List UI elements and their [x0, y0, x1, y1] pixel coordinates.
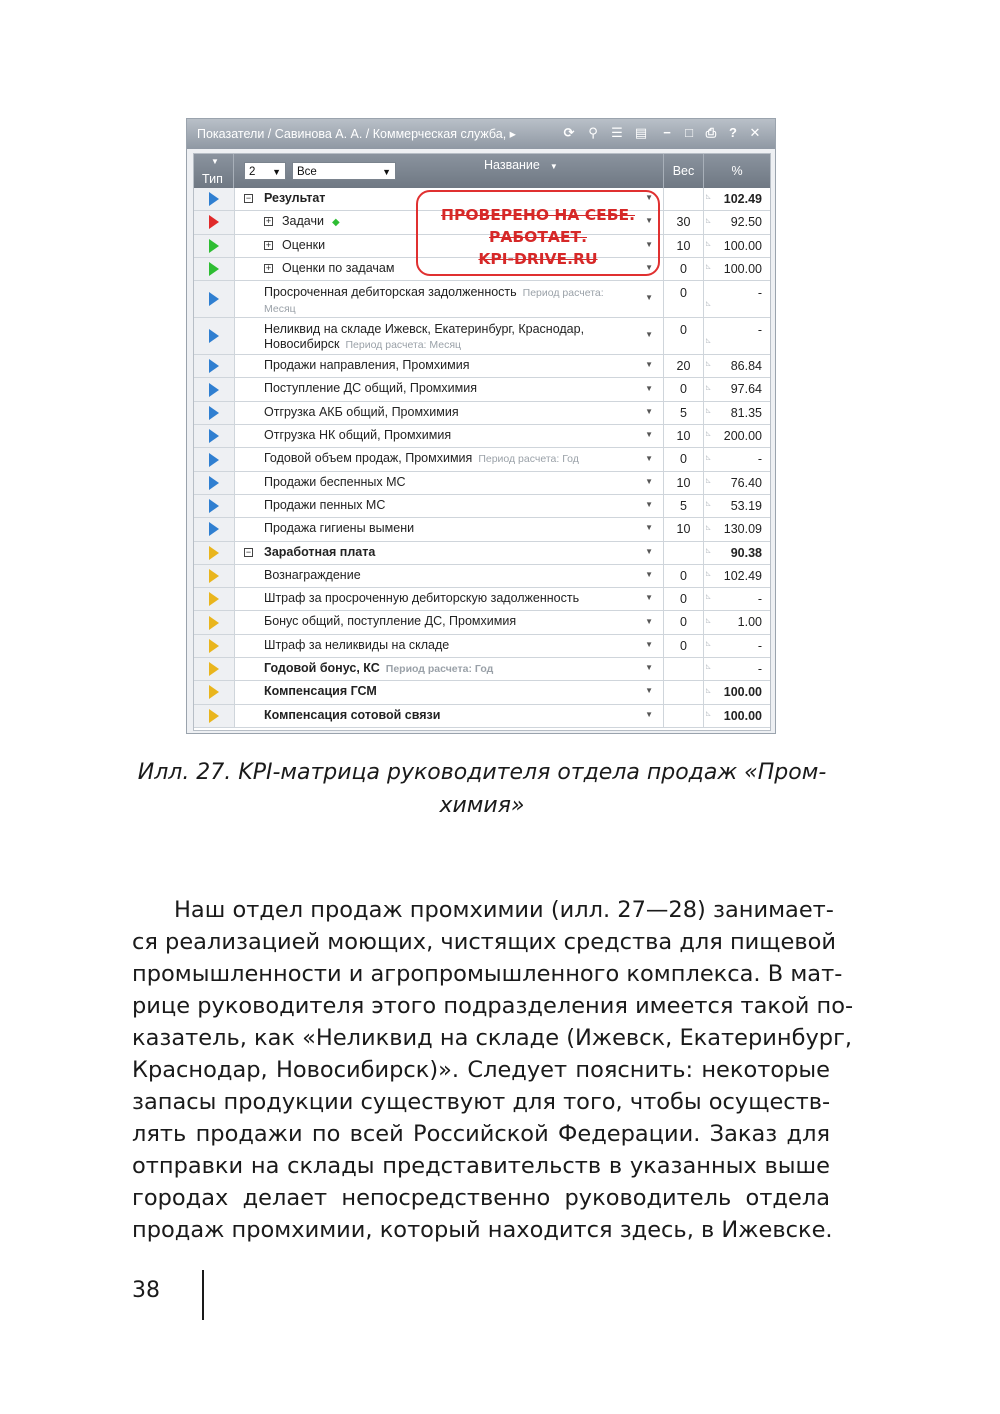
cell-corner-icon: ◺: [706, 408, 711, 415]
kpi-name: Годовой бонус, КС: [264, 661, 380, 676]
kpi-name: Отгрузка НК общий, Промхимия: [264, 428, 452, 443]
row-menu-chevron-icon[interactable]: ▼: [645, 360, 653, 370]
kpi-type-blue-icon: [209, 499, 219, 513]
cell-corner-icon: ◺: [706, 664, 711, 671]
row-type-cell: [194, 378, 235, 400]
row-name-cell[interactable]: [234, 425, 664, 447]
row-menu-chevron-icon[interactable]: ▼: [645, 593, 653, 603]
list-icon[interactable]: ☰: [611, 125, 623, 140]
kpi-type-blue-icon: [209, 329, 219, 343]
kpi-name: Оценки по задачам: [282, 260, 395, 275]
body-line: промышленности и агропромышленного комплекса. В мат-: [132, 961, 843, 987]
kpi-weight[interactable]: 5: [664, 402, 704, 424]
kpi-weight[interactable]: 0: [664, 611, 704, 633]
kpi-weight[interactable]: 5: [664, 495, 704, 517]
row-type-cell: [194, 588, 235, 610]
kpi-row[interactable]: [194, 542, 770, 565]
cell-corner-icon: ◺: [706, 477, 711, 484]
kpi-weight[interactable]: 0: [664, 281, 704, 317]
print-icon[interactable]: ⎙: [705, 125, 717, 140]
row-name-cell[interactable]: [234, 318, 664, 354]
kpi-type-yellow-icon: [209, 685, 219, 699]
row-type-cell: [194, 258, 235, 280]
cell-corner-icon: ◺: [706, 264, 711, 271]
row-name-cell[interactable]: [234, 378, 664, 400]
row-type-cell: [194, 565, 235, 587]
kpi-percent: 100.00 ◺: [704, 258, 770, 280]
row-name-cell[interactable]: [234, 281, 664, 317]
cell-corner-icon: ◺: [706, 338, 711, 345]
kpi-percent: 90.38 ◺: [704, 542, 770, 564]
kpi-percent: 76.40 ◺: [704, 472, 770, 494]
row-name-cell[interactable]: [234, 495, 664, 517]
body-line: отправки на склады представительств в указанных выше: [132, 1153, 830, 1179]
kpi-weight[interactable]: 0: [664, 378, 704, 400]
row-name-cell[interactable]: [234, 681, 664, 703]
body-line: казатель, как «Неликвид на складе (Ижевск, Екатеринбург,: [132, 1025, 853, 1051]
kpi-percent: 92.50 ◺: [704, 211, 770, 233]
verified-stamp: ПРОВЕРЕНО НА СЕБЕ. РАБОТАЕТ. KPI-DRIVE.RU: [416, 190, 660, 276]
kpi-name: Задачи: [282, 214, 324, 229]
green-diamond-icon: ◆: [331, 217, 340, 229]
kpi-percent: - ◺: [704, 448, 770, 470]
row-name-cell[interactable]: [234, 588, 664, 610]
row-menu-chevron-icon[interactable]: ▼: [645, 330, 653, 340]
chevron-down-icon: ▼: [382, 167, 391, 177]
row-menu-chevron-icon[interactable]: ▼: [645, 293, 653, 303]
row-type-cell: [194, 495, 235, 517]
kpi-weight[interactable]: [664, 681, 704, 703]
calc-period-label: Период расчета: Год: [385, 663, 494, 676]
column-header-type[interactable]: ▼ Тип: [194, 154, 234, 188]
kpi-name: Оценки: [282, 237, 326, 252]
body-line: Краснодар, Новосибирск)». Следует пояснить: некоторые: [132, 1057, 830, 1083]
kpi-type-blue-icon: [209, 292, 219, 306]
kpi-percent: - ◺: [704, 588, 770, 610]
cell-corner-icon: ◺: [706, 384, 711, 391]
kpi-type-green-icon: [209, 262, 219, 276]
row-type-cell: [194, 705, 235, 727]
row-name-cell[interactable]: [234, 658, 664, 680]
kpi-name: Продажа гигиены вымени: [264, 521, 415, 536]
window-titlebar: [187, 119, 775, 149]
cell-corner-icon: ◺: [706, 301, 711, 308]
row-type-cell: [194, 235, 235, 257]
kpi-type-blue-icon: [209, 383, 219, 397]
kpi-weight[interactable]: [664, 658, 704, 680]
body-line: Наш отдел продаж промхимии (илл. 27—28) занимает-: [174, 897, 834, 923]
kpi-type-red-icon: [209, 215, 219, 229]
row-type-cell: [194, 542, 235, 564]
maximize-icon[interactable]: □: [685, 125, 693, 140]
kpi-percent: 130.09 ◺: [704, 518, 770, 540]
row-menu-chevron-icon[interactable]: ▼: [645, 546, 653, 556]
cell-corner-icon: ◺: [706, 431, 711, 438]
row-menu-chevron-icon[interactable]: ▼: [645, 453, 653, 463]
sort-caret-icon[interactable]: ▼: [549, 162, 558, 171]
kpi-row[interactable]: [194, 565, 770, 588]
cell-corner-icon: ◺: [706, 524, 711, 531]
expand-icon[interactable]: +: [265, 216, 272, 227]
help-icon[interactable]: ?: [729, 125, 737, 140]
kpi-percent: 1.00 ◺: [704, 611, 770, 633]
refresh-icon[interactable]: ⟳: [563, 125, 575, 140]
row-menu-chevron-icon[interactable]: ▼: [645, 616, 653, 626]
kpi-weight[interactable]: 10: [664, 518, 704, 540]
kpi-row[interactable]: [194, 588, 770, 611]
kpi-name: Поступление ДС общий, Промхимия: [264, 381, 477, 396]
name-column-label: Название: [484, 158, 540, 172]
minimize-icon[interactable]: −: [663, 125, 671, 140]
kpi-row[interactable]: [194, 705, 770, 728]
filter-select[interactable]: Все ▼: [292, 162, 396, 180]
kpi-weight[interactable]: 0: [664, 258, 704, 280]
kpi-weight[interactable]: 20: [664, 355, 704, 377]
row-menu-chevron-icon[interactable]: ▼: [645, 663, 653, 673]
kpi-name: Продажи пенных МС: [264, 497, 386, 512]
kpi-row[interactable]: [194, 495, 770, 518]
row-menu-chevron-icon[interactable]: ▼: [645, 406, 653, 416]
grid-header: [194, 154, 770, 188]
kpi-type-yellow-icon: [209, 639, 219, 653]
cell-corner-icon: ◺: [706, 571, 711, 578]
kpi-name: Вознаграждение: [264, 567, 361, 582]
kpi-type-yellow-icon: [209, 662, 219, 676]
body-line: продаж промхимии, который находится здесь, в Ижевске.: [132, 1217, 833, 1243]
column-header-name[interactable]: [234, 154, 664, 188]
row-name-cell[interactable]: [234, 402, 664, 424]
kpi-weight[interactable]: 0: [664, 318, 704, 354]
calc-period-label: Период расчета: Год: [478, 453, 579, 466]
cell-corner-icon: ◺: [706, 240, 711, 247]
row-type-cell: [194, 635, 235, 657]
kpi-type-blue-icon: [209, 406, 219, 420]
row-type-cell: [194, 658, 235, 680]
kpi-percent: 102.49 ◺: [704, 565, 770, 587]
body-line: городах делает непосредственно руководитель отдела: [132, 1185, 830, 1211]
body-line: рице руководителя этого подразделения имеется такой по-: [132, 993, 854, 1019]
kpi-weight[interactable]: 0: [664, 448, 704, 470]
cell-corner-icon: ◺: [706, 687, 711, 694]
column-header-weight[interactable]: Вес: [664, 154, 704, 188]
expand-icon[interactable]: +: [265, 263, 272, 274]
kpi-percent: 86.84 ◺: [704, 355, 770, 377]
body-line: лять продажи по всей Российской Федерации. Заказ для: [132, 1121, 830, 1147]
kpi-percent: 100.00 ◺: [704, 235, 770, 257]
row-name-cell[interactable]: [234, 705, 664, 727]
row-type-cell: [194, 611, 235, 633]
kpi-weight[interactable]: [664, 188, 704, 210]
kpi-type-blue-icon: [209, 522, 219, 536]
row-menu-chevron-icon[interactable]: ▼: [645, 570, 653, 579]
row-type-cell: [194, 425, 235, 447]
kpi-percent: - ◺: [704, 281, 770, 317]
row-menu-chevron-icon[interactable]: ▼: [645, 430, 653, 440]
kpi-row[interactable]: [194, 635, 770, 658]
row-menu-chevron-icon[interactable]: ▼: [645, 639, 653, 649]
row-type-cell: [194, 355, 235, 377]
cell-corner-icon: ◺: [706, 547, 711, 554]
chevron-down-icon: ▼: [272, 167, 281, 177]
sort-caret-icon: ▼: [211, 157, 219, 166]
row-name-cell[interactable]: [234, 355, 664, 377]
row-menu-chevron-icon[interactable]: ▼: [645, 476, 653, 486]
row-type-cell: [194, 188, 235, 210]
kpi-row[interactable]: [194, 448, 770, 471]
cell-corner-icon: ◺: [706, 641, 711, 648]
kpi-name: Годовой объем продаж, Промхимия: [264, 451, 473, 466]
kpi-percent: 100.00 ◺: [704, 681, 770, 703]
row-menu-chevron-icon[interactable]: ▼: [645, 709, 653, 719]
cell-corner-icon: ◺: [706, 361, 711, 368]
kpi-type-yellow-icon: [209, 592, 219, 606]
kpi-type-blue-icon: [209, 429, 219, 443]
cell-corner-icon: ◺: [706, 501, 711, 508]
cell-corner-icon: ◺: [706, 594, 711, 601]
kpi-weight[interactable]: 10: [664, 472, 704, 494]
page-number: 38: [132, 1278, 160, 1303]
kpi-weight[interactable]: 0: [664, 635, 704, 657]
csv-icon[interactable]: ▤: [634, 125, 648, 140]
kpi-row[interactable]: [194, 518, 770, 541]
kpi-weight[interactable]: 30: [664, 211, 704, 233]
column-header-percent[interactable]: %: [731, 164, 743, 178]
kpi-percent: 102.49 ◺: [704, 188, 770, 210]
collapse-icon[interactable]: −: [245, 546, 252, 557]
kpi-type-blue-icon: [209, 192, 219, 206]
kpi-weight[interactable]: 0: [664, 588, 704, 610]
kpi-name: Заработная плата: [264, 544, 376, 559]
kpi-name: Отгрузка АКБ общий, Промхимия: [264, 404, 459, 419]
kpi-weight[interactable]: [664, 705, 704, 727]
row-name-cell[interactable]: [234, 542, 664, 564]
row-type-cell: [194, 402, 235, 424]
kpi-percent: 53.19 ◺: [704, 495, 770, 517]
row-type-cell: [194, 211, 235, 233]
kpi-row[interactable]: [194, 658, 770, 681]
kpi-type-yellow-icon: [209, 616, 219, 630]
kpi-name: Штраф за неликвиды на складе: [264, 637, 450, 652]
row-type-cell: [194, 281, 235, 317]
calc-period-label: Период расчета: Месяц: [345, 339, 462, 352]
row-name-cell[interactable]: [234, 472, 664, 494]
kpi-weight[interactable]: 10: [664, 235, 704, 257]
kpi-row[interactable]: [194, 681, 770, 704]
kpi-name: Просроченная дебиторская задолженность: [264, 285, 517, 300]
kpi-type-green-icon: [209, 239, 219, 253]
kpi-row[interactable]: [194, 472, 770, 495]
window-title: Показатели / Савинова А. А. / Коммерческая служба, ▸: [197, 127, 516, 141]
expand-icon[interactable]: +: [265, 239, 272, 250]
kpi-row[interactable]: [194, 281, 770, 318]
row-name-cell[interactable]: [234, 565, 664, 587]
kpi-percent: 100.00 ◺: [704, 705, 770, 727]
row-name-cell[interactable]: [234, 518, 664, 540]
kpi-name: Компенсация ГСМ: [264, 684, 377, 699]
kpi-percent: - ◺: [704, 318, 770, 354]
kpi-name: Продажи беспенных МС: [264, 474, 406, 489]
cell-corner-icon: ◺: [706, 217, 711, 224]
kpi-name: Компенсация сотовой связи: [264, 707, 441, 722]
kpi-row[interactable]: [194, 402, 770, 425]
cell-corner-icon: ◺: [706, 454, 711, 461]
row-menu-chevron-icon[interactable]: ▼: [645, 686, 653, 696]
kpi-percent: 81.35 ◺: [704, 402, 770, 424]
kpi-weight[interactable]: 10: [664, 425, 704, 447]
row-name-cell[interactable]: [234, 448, 664, 470]
kpi-row[interactable]: [194, 318, 770, 355]
kpi-row[interactable]: [194, 611, 770, 634]
body-line: ся реализацией моющих, чистящих средства для пищевой: [132, 929, 836, 955]
collapse-icon[interactable]: −: [245, 193, 252, 204]
row-menu-chevron-icon[interactable]: ▼: [645, 193, 653, 203]
row-name-cell[interactable]: [234, 611, 664, 633]
row-menu-chevron-icon[interactable]: ▼: [645, 383, 653, 393]
row-menu-chevron-icon[interactable]: ▼: [645, 263, 653, 273]
row-menu-chevron-icon[interactable]: ▼: [645, 500, 653, 510]
row-type-cell: [194, 681, 235, 703]
body-line: запасы продукции существуют для того, чтобы осуществ-: [132, 1089, 831, 1115]
level-select[interactable]: 2 ▼: [244, 162, 286, 180]
cell-corner-icon: ◺: [706, 617, 711, 624]
kpi-percent: 97.64 ◺: [704, 378, 770, 400]
body-paragraph: [132, 894, 854, 1246]
cell-corner-icon: ◺: [706, 710, 711, 717]
kpi-name: Продажи направления, Промхимия: [264, 358, 470, 373]
row-type-cell: [194, 448, 235, 470]
kpi-row[interactable]: [194, 378, 770, 401]
kpi-row[interactable]: [194, 355, 770, 378]
kpi-row[interactable]: [194, 425, 770, 448]
kpi-type-yellow-icon: [209, 569, 219, 583]
kpi-weight[interactable]: [664, 542, 704, 564]
kpi-type-blue-icon: [209, 359, 219, 373]
kpi-type-blue-icon: [209, 476, 219, 490]
kpi-name: Неликвид на складе Ижевск, Екатеринбург, Краснодар, Новосибирск: [264, 322, 585, 352]
calc-period-label: Период расчета: Месяц: [264, 287, 604, 316]
kpi-type-yellow-icon: [209, 546, 219, 560]
row-menu-chevron-icon[interactable]: ▼: [645, 216, 653, 226]
kpi-percent: 200.00 ◺: [704, 425, 770, 447]
page-number-rule: [202, 1270, 204, 1320]
kpi-name: Штраф за просроченную дебиторскую задолженность: [264, 591, 580, 606]
kpi-name: Результат: [264, 191, 326, 205]
row-name-cell[interactable]: [234, 635, 664, 657]
search-icon[interactable]: ⚲: [588, 125, 598, 140]
kpi-name: Бонус общий, поступление ДС, Промхимия: [264, 614, 517, 629]
close-icon[interactable]: ✕: [749, 125, 761, 140]
kpi-percent: - ◺: [704, 658, 770, 680]
row-type-cell: [194, 518, 235, 540]
kpi-percent: - ◺: [704, 635, 770, 657]
figure-caption: Илл. 27. KPI-матрица руководителя отдела продаж «Пром- химия»: [137, 760, 827, 818]
kpi-type-yellow-icon: [209, 709, 219, 723]
row-menu-chevron-icon[interactable]: ▼: [645, 239, 653, 249]
row-menu-chevron-icon[interactable]: ▼: [645, 523, 653, 533]
kpi-type-blue-icon: [209, 453, 219, 467]
row-type-cell: [194, 472, 235, 494]
cell-corner-icon: ◺: [706, 194, 711, 201]
row-type-cell: [194, 318, 235, 354]
kpi-weight[interactable]: 0: [664, 565, 704, 587]
